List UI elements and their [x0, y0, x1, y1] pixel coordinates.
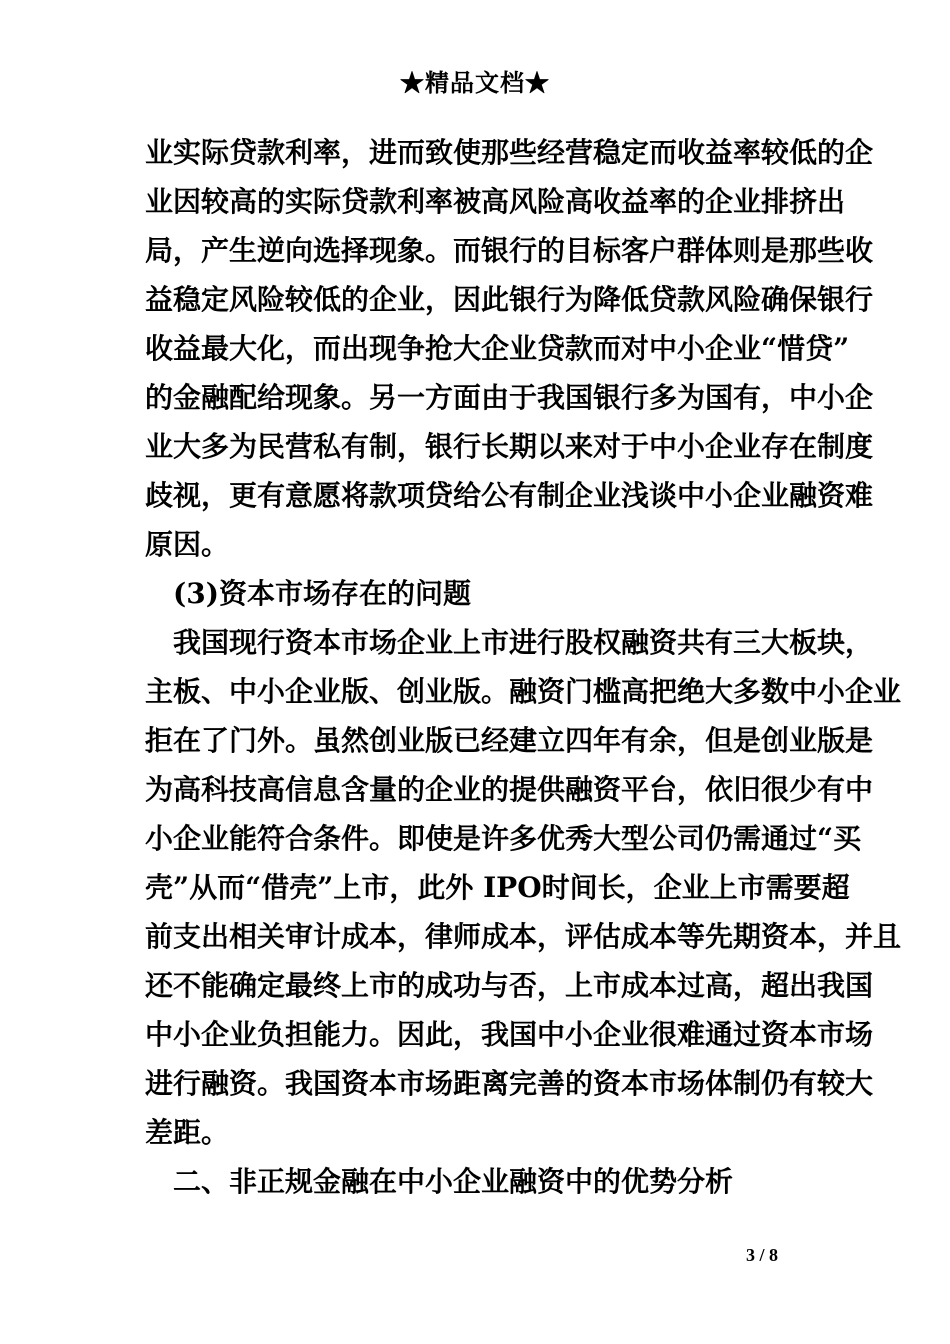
text-line: 前支出相关审计成本，律师成本，评估成本等先期资本，并且 — [145, 920, 902, 953]
paragraph-capital-market — [145, 618, 902, 1157]
text-line: 业因较高的实际贷款利率被高风险高收益率的企业排挤出 — [145, 185, 846, 218]
subheading-capital-market: (3)资本市场存在的问题 — [173, 577, 471, 610]
text-line: 我国现行资本市场企业上市进行股权融资共有三大板块， — [173, 626, 874, 659]
text-line: 主板、中小企业版、创业版。融资门槛高把绝大多数中小企业 — [145, 675, 902, 708]
text-line: 小企业能符合条件。即使是许多优秀大型公司仍需通过“买 — [145, 822, 862, 855]
text-line: 业实际贷款利率，进而致使那些经营稳定而收益率较低的企 — [145, 136, 874, 169]
paragraph-bank-lending — [145, 128, 874, 569]
text-line: 局，产生逆向选择现象。而银行的目标客户群体则是那些收 — [145, 234, 874, 267]
text-line: 业大多为民营私有制，银行长期以来对于中小企业存在制度 — [145, 430, 874, 463]
text-line: 壳”从而“借壳”上市，此外 IPO时间长，企业上市需要超 — [145, 871, 850, 904]
text-line: 中小企业负担能力。因此，我国中小企业很难通过资本市场 — [145, 1018, 874, 1051]
text-line: 的金融配给现象。另一方面由于我国银行多为国有，中小企 — [145, 381, 874, 414]
text-line: 拒在了门外。虽然创业版已经建立四年有余，但是创业版是 — [145, 724, 874, 757]
text-line: 原因。 — [145, 528, 230, 561]
text-line: 收益最大化，而出现争抢大企业贷款而对中小企业“惜贷” — [145, 332, 850, 365]
page-number: 3 / 8 — [746, 1245, 779, 1265]
document-body — [145, 128, 902, 1206]
section-heading-informal-finance: 二、非正规金融在中小企业融资中的优势分析 — [173, 1165, 734, 1198]
document-header-title: ★精品文档★ — [400, 68, 550, 97]
text-line: 进行融资。我国资本市场距离完善的资本市场体制仍有较大 — [145, 1067, 874, 1100]
text-line: 差距。 — [145, 1116, 230, 1149]
text-line: 还不能确定最终上市的成功与否，上市成本过高，超出我国 — [145, 969, 874, 1002]
text-line: 为高科技高信息含量的企业的提供融资平台，依旧很少有中 — [145, 773, 874, 806]
text-line: 歧视，更有意愿将款项贷给公有制企业浅谈中小企业融资难 — [145, 479, 874, 512]
text-line: 益稳定风险较低的企业，因此银行为降低贷款风险确保银行 — [145, 283, 874, 316]
